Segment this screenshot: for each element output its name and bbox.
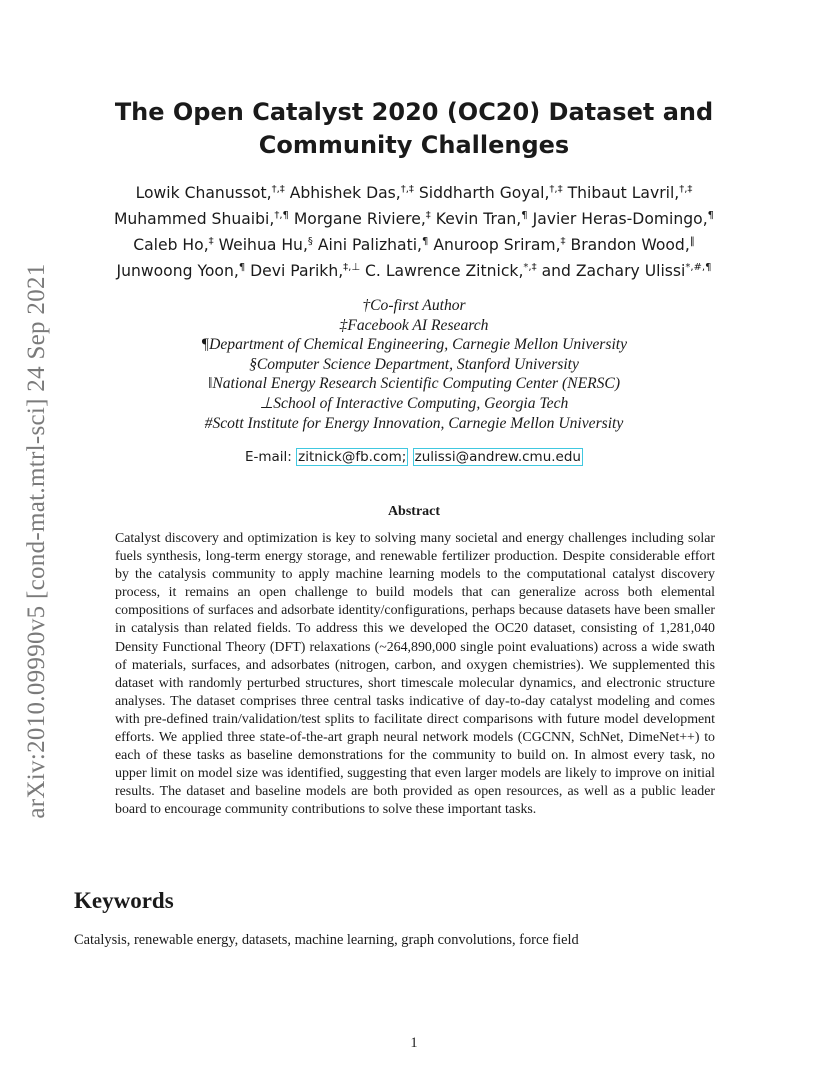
affiliation: ‡Facebook AI Research	[339, 316, 489, 334]
affiliation-mark: *,#,¶	[685, 262, 712, 273]
affiliation: ‖National Energy Research Scientific Computing Center (NERSC)	[207, 375, 621, 393]
affiliation: ¶Department of Chemical Engineering, Carnegie Mellon University	[200, 336, 628, 354]
abstract-heading: Abstract	[387, 504, 441, 519]
keywords-list: Catalysis, renewable energy, datasets, machine learning, graph convolutions, force field	[74, 932, 579, 948]
paper-title	[0, 96, 828, 162]
author: Weihua Hu,§	[218, 236, 313, 254]
affiliation-mark: ¶	[422, 236, 429, 247]
affiliation-mark: †,‡	[271, 184, 285, 195]
author: C. Lawrence Zitnick,*,‡	[365, 262, 537, 280]
author: Siddharth Goyal,†,‡	[418, 184, 563, 202]
author: Junwoong Yoon,¶	[116, 262, 246, 280]
title-line: The Open Catalyst 2020 (OC20) Dataset and	[114, 98, 714, 126]
author: Devi Parikh,‡,⊥	[250, 262, 361, 280]
keywords-heading: Keywords	[74, 888, 174, 913]
affiliation-mark: ‡	[425, 210, 431, 221]
affiliation: #Scott Institute for Energy Innovation, Carnegie Mellon University	[204, 414, 624, 432]
arxiv-identifier: arXiv:2010.09990v5 [cond-mat.mtrl-sci] 24 Sep 2021	[23, 263, 50, 819]
affiliation-mark: §	[307, 236, 313, 247]
affiliation-list	[0, 296, 828, 433]
affiliation: ⊥School of Interactive Computing, Georgia Tech	[259, 394, 569, 412]
page-number: 1	[410, 1035, 418, 1051]
affiliation-mark: ¶	[521, 210, 528, 221]
author: Abhishek Das,†,‡	[289, 184, 414, 202]
affiliation-mark: ‡,⊥	[343, 262, 361, 273]
affiliation: §Computer Science Department, Stanford University	[249, 355, 579, 373]
affiliation-mark: ‖	[689, 236, 695, 247]
author: Caleb Ho,‡	[133, 236, 214, 254]
affiliation-mark: ¶	[238, 262, 246, 273]
email-link-zulissi[interactable]: zulissi@andrew.cmu.edu	[414, 449, 581, 465]
affiliation-mark: †,‡	[549, 184, 563, 195]
author-list	[60, 180, 768, 284]
contact-email	[0, 449, 828, 465]
affiliation-mark: †,‡	[400, 184, 414, 195]
email-link-zitnick[interactable]: zitnick@fb.com;	[298, 449, 407, 465]
author: and Zachary Ulissi*,#,¶	[541, 262, 712, 280]
author: Muhammed Shuaibi,†,¶	[113, 210, 289, 228]
author: Lowik Chanussot,†,‡	[135, 184, 285, 202]
abstract-body: Catalyst discovery and optimization is key to solving many societal and energy challenges including solar fuels synthesis, long-term energy storage, and renewable fertilizer production. Despite considerable effort by the catalysis community to apply machine learning models to the computational catalyst discovery process, it remains an open challenge to build models that can generalize across both elemental compositions of surfaces and adsorbate identity/configurations, perhaps because datasets have been smaller in catalysis than related fields. To address this we developed the OC20 dataset, consisting of 1,281,040 Density Functional Theory (DFT) relaxations (~264,890,000 single point evaluations) across a wide swath of materials, surfaces, and adsorbates (nitrogen, carbon, and oxygen chemistries). We supplemented this dataset with randomly perturbed structures, short timescale molecular dynamics, and electronic structure analyses. The dataset comprises three central tasks indicative of day-to-day catalyst modeling and comes with pre-defined train/validation/test splits to facilitate direct comparisons with future model development efforts. We applied three state-of-the-art graph neural network models (CGCNN, SchNet, DimeNet++) to each of these tasks as baseline demonstrations for the community to build on. In almost every task, no upper limit on model size was identified, suggesting that even larger models are likely to improve on initial results. The dataset and baseline models are both provided as open resources, as well as a public leader board to encourage community contributions to solve these important tasks.	[115, 531, 715, 818]
author: Javier Heras-Domingo,¶	[532, 210, 715, 228]
affiliation-mark: †,¶	[274, 210, 289, 221]
affiliation-mark: ‡	[560, 236, 566, 247]
author: Brandon Wood,‖	[570, 236, 695, 254]
author: Kevin Tran,¶	[435, 210, 528, 228]
title-line: Community Challenges	[258, 131, 570, 159]
affiliation-mark: ‡	[208, 236, 214, 247]
affiliation-mark: ¶	[707, 210, 715, 221]
email-label: E-mail:	[244, 449, 292, 465]
author: Anuroop Sriram,‡	[433, 236, 566, 254]
author: Morgane Riviere,‡	[293, 210, 431, 228]
affiliation: †Co-first Author	[362, 297, 466, 314]
affiliation-mark: *,‡	[523, 262, 537, 273]
affiliation-mark: †,‡	[679, 184, 693, 195]
author: Aini Palizhati,¶	[317, 236, 429, 254]
author: Thibaut Lavril,†,‡	[567, 184, 693, 202]
